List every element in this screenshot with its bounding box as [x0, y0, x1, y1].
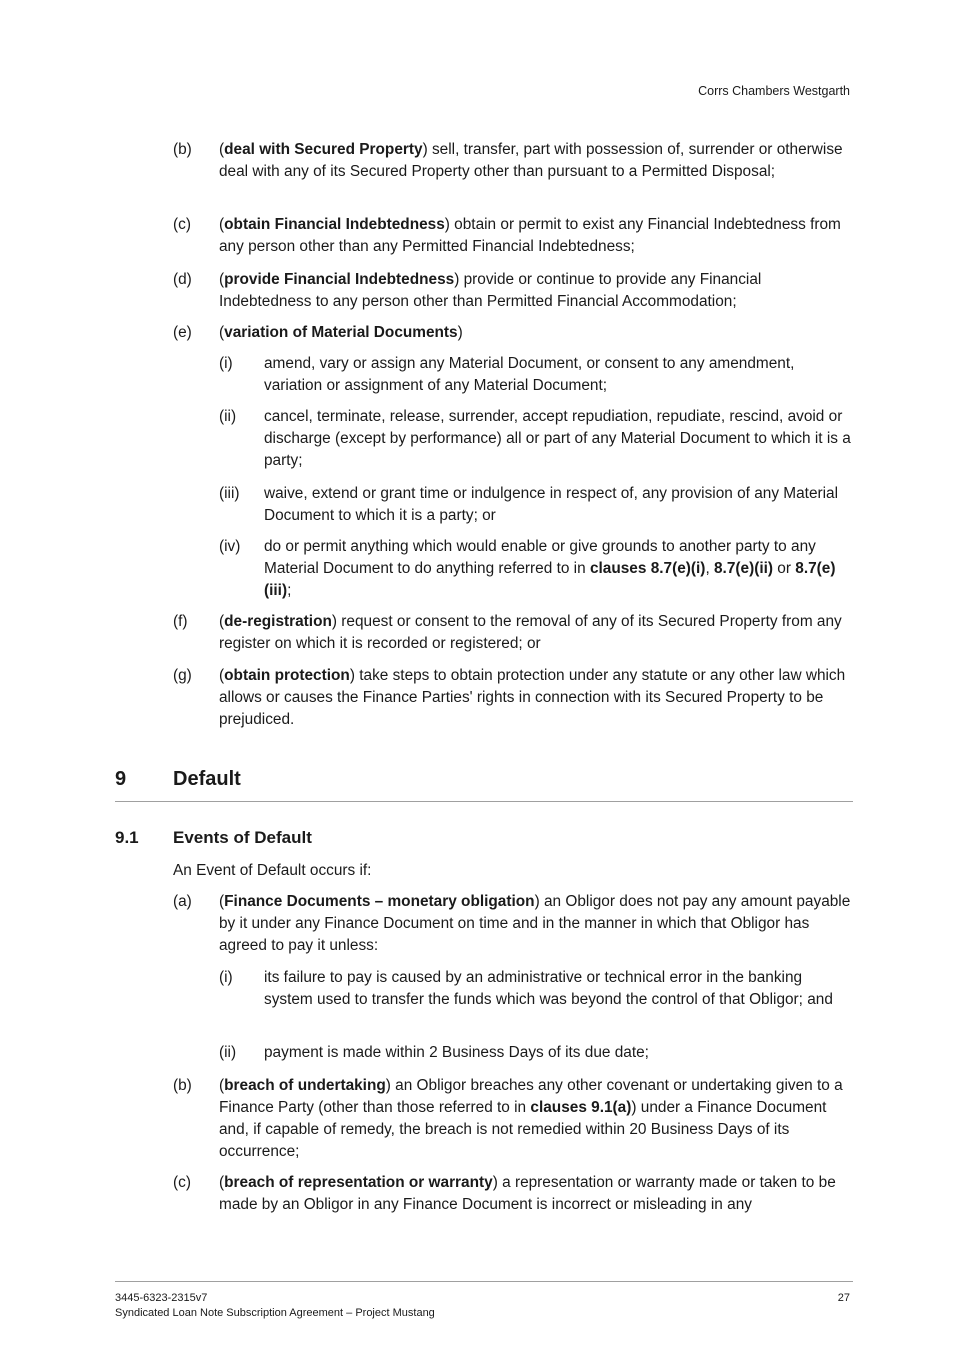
- list-heading: provide Financial Indebtedness: [224, 271, 455, 288]
- section-number: 9: [115, 768, 127, 790]
- footer-divider: [115, 1281, 853, 1282]
- list-text: (breach of undertaking) an Obligor breaches any other covenant or undertaking given to a Finance Party (other than those referred to in clauses 9.1(a)) under a Finance Document and, if capable of remedy, the breach is not remedied within 20 Business Days of its occurrence;: [219, 1077, 843, 1160]
- list-text: (obtain Financial Indebtedness) obtain or permit to exist any Financial Indebtedness from any person other than any Permitted Financial Indebtedness;: [219, 216, 841, 255]
- sublist-label: (ii): [219, 408, 237, 425]
- list-text: (provide Financial Indebtedness) provide or continue to provide any Financial Indebtedness to any person other than Permitted Financial Accommodation;: [219, 271, 762, 310]
- sublist-text: amend, vary or assign any Material Document, or consent to any amendment, variation or assignment of any Material Document;: [264, 355, 795, 394]
- footer-page-number: 27: [837, 1292, 850, 1304]
- list-label: (d): [173, 271, 192, 288]
- list-label: (b): [173, 141, 192, 158]
- list-label: (f): [173, 613, 188, 630]
- cross-reference: 8.7(e)(iii): [264, 560, 836, 599]
- list-heading: deal with Secured Property: [224, 141, 423, 158]
- list-label: (a): [173, 893, 192, 910]
- list-heading: variation of Material Documents: [224, 324, 458, 341]
- list-label: (g): [173, 667, 192, 684]
- sublist-text: cancel, terminate, release, surrender, accept repudiation, repudiate, rescind, avoid or discharge (except by performance) all or part of any Material Document to which it is a party;: [264, 408, 851, 469]
- list-text: (deal with Secured Property) sell, transfer, part with possession of, surrender or otherwise deal with any of its Secured Property other than pursuant to a Permitted Disposal;: [219, 141, 843, 180]
- section-divider: [115, 801, 853, 802]
- sublist-text: waive, extend or grant time or indulgence in respect of, any provision of any Material Document to which it is a party; or: [264, 485, 839, 524]
- sublist-label: (iii): [219, 485, 240, 502]
- sublist-label: (i): [219, 355, 233, 372]
- sublist-text: do or permit anything which would enable or give grounds to another party to any Material Document to do anything referred to in clauses 8.7(e)(i), 8.7(e)(ii) or 8.7(e)(iii);: [264, 538, 836, 599]
- sublist-label: (i): [219, 969, 233, 986]
- footer-doc-ref: 3445-6323-2315v7: [115, 1292, 208, 1304]
- footer-doc-title: Syndicated Loan Note Subscription Agreement – Project Mustang: [115, 1307, 435, 1319]
- clause-heading: [115, 828, 312, 848]
- list-heading: breach of representation or warranty: [224, 1174, 493, 1191]
- cross-reference: clauses 8.7(e)(i): [589, 560, 706, 577]
- cross-reference: clauses 9.1(a): [530, 1099, 632, 1116]
- section-heading: [115, 768, 241, 791]
- list-heading: de-registration: [224, 613, 332, 630]
- list-text: (Finance Documents – monetary obligation) an Obligor does not pay any amount payable by it under any Finance Document on time and in the manner in which that Obligor has agreed to pay it unless:: [219, 893, 851, 954]
- list-text: (variation of Material Documents): [219, 324, 463, 341]
- list-heading: obtain protection: [224, 667, 350, 684]
- sublist-label: (iv): [219, 538, 241, 555]
- list-text: (obtain protection) take steps to obtain protection under any statute or any other law which allows or causes the Finance Parties' rights in connection with its Secured Property to be prejudiced.: [219, 667, 846, 728]
- list-heading: Finance Documents – monetary obligation: [224, 893, 535, 910]
- list-heading: breach of undertaking: [224, 1077, 386, 1094]
- list-heading: obtain Financial Indebtedness: [224, 216, 445, 233]
- sublist-text: payment is made within 2 Business Days of its due date;: [264, 1044, 649, 1061]
- sublist-text: its failure to pay is caused by an administrative or technical error in the banking system used to transfer the funds which was beyond the control of that Obligor; and: [264, 969, 833, 1008]
- clause-title: Events of Default: [173, 828, 312, 847]
- sublist-label: (ii): [219, 1044, 237, 1061]
- list-text: (breach of representation or warranty) a representation or warranty made or taken to be made by an Obligor in any Finance Document is incorrect or misleading in any: [219, 1174, 836, 1213]
- list-label: (c): [173, 216, 191, 233]
- list-label: (e): [173, 324, 192, 341]
- list-text: (de-registration) request or consent to the removal of any of its Secured Property from any register on which it is recorded or registered; or: [219, 613, 842, 652]
- clause-number: 9.1: [115, 828, 139, 847]
- header-firm-name: Corrs Chambers Westgarth: [698, 84, 850, 98]
- list-label: (b): [173, 1077, 192, 1094]
- section-title: Default: [173, 768, 241, 790]
- cross-reference: 8.7(e)(ii): [714, 560, 774, 577]
- list-label: (c): [173, 1174, 191, 1191]
